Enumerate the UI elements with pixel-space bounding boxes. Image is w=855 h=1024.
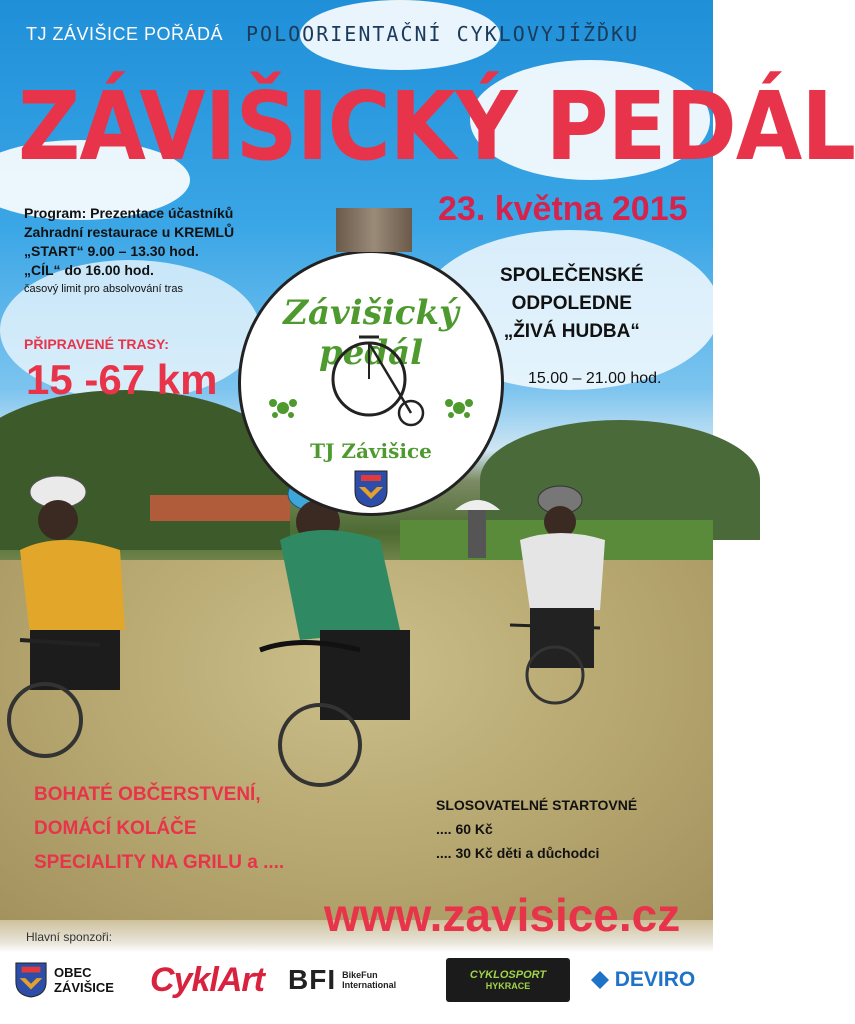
sponsors-label: Hlavní sponzoři: <box>26 930 113 944</box>
program-line: Zahradní restaurace u KREMLŮ <box>24 224 235 240</box>
social-afternoon-block <box>500 262 644 346</box>
social-line: SPOLEČENSKÉ <box>500 265 644 286</box>
fee-reduced: .... 30 Kč děti a důchodci <box>436 845 600 861</box>
sponsor-obec-zavisice <box>14 958 130 1002</box>
refreshments-block <box>34 778 284 880</box>
rider-right <box>510 486 605 703</box>
refreshment-line: BOHATÉ OBČERSTVENÍ, <box>34 784 261 805</box>
program-line: „START“ 9.00 – 13.30 hod. <box>24 243 199 259</box>
program-line: „CÍL“ do 16.00 hod. <box>24 262 154 278</box>
refreshment-line: SPECIALITY NA GRILU a .... <box>34 852 285 873</box>
rider-left <box>9 476 125 756</box>
event-subtitle: POLOORIENTAČNÍ CYKLOVYJÍŽĎKU <box>246 22 640 46</box>
logo-script: Závišický pedál <box>283 293 459 373</box>
social-line: ODPOLEDNE <box>511 293 632 314</box>
sponsor-cyklosport <box>446 958 570 1002</box>
website-link[interactable]: www.zavisice.cz <box>324 889 681 941</box>
sponsor-cyklart: CyklArt <box>150 960 264 999</box>
routes-distance: 15 -67 km <box>26 356 218 403</box>
routes-label: PŘIPRAVENÉ TRASY: <box>24 336 169 352</box>
sponsor-obec-line: OBEC <box>54 965 92 980</box>
social-line: „ŽIVÁ HUDBA“ <box>503 321 640 342</box>
village-coat-of-arms-icon <box>353 469 389 509</box>
refreshment-line: DOMÁCÍ KOLÁČE <box>34 818 197 839</box>
penny-farthing-icon <box>329 329 429 429</box>
castle-thumbnail <box>336 208 412 252</box>
rider-center <box>260 476 410 785</box>
sponsor-bfi-mark: BFI <box>288 964 337 995</box>
sponsor-deviro <box>578 958 706 1002</box>
social-time: 15.00 – 21.00 hod. <box>528 370 662 387</box>
fee-label: SLOSOVATELNÉ STARTOVNÉ <box>436 797 638 813</box>
start-fee-block <box>436 793 637 865</box>
sponsor-cyklosport-name: CYKLOSPORT <box>469 969 547 981</box>
program-block <box>24 204 234 299</box>
sponsor-cyklosport-sub: HYKRACE <box>485 981 531 991</box>
sponsor-bfi <box>288 958 436 1002</box>
organizer-text: TJ ZÁVIŠICE POŘÁDÁ <box>26 24 224 44</box>
program-line: Program: Prezentace účastníků <box>24 205 234 221</box>
sponsor-obec-text <box>54 965 114 995</box>
flower-ornament-icon <box>263 393 303 423</box>
sponsor-deviro-name: DEVIRO <box>614 968 696 991</box>
flower-ornament-icon <box>439 393 479 423</box>
umbrella-figure <box>455 500 500 558</box>
event-title: ZÁVIŠICKÝ PEDÁL <box>18 72 855 182</box>
village-coat-of-arms-icon <box>14 961 48 999</box>
sponsor-bfi-sub: BikeFun International <box>342 970 397 990</box>
fee-adult: .... 60 Kč <box>436 821 493 837</box>
sponsor-obec-line: ZÁVIŠICE <box>54 980 114 995</box>
event-logo <box>238 250 504 516</box>
event-date: 23. května 2015 <box>438 190 688 228</box>
program-note: časový limit pro absolvování tras <box>24 283 183 295</box>
logo-club-name: TJ Závišice <box>310 439 432 463</box>
deviro-logo-icon <box>589 969 611 991</box>
sponsor-bfi-row <box>288 964 412 996</box>
